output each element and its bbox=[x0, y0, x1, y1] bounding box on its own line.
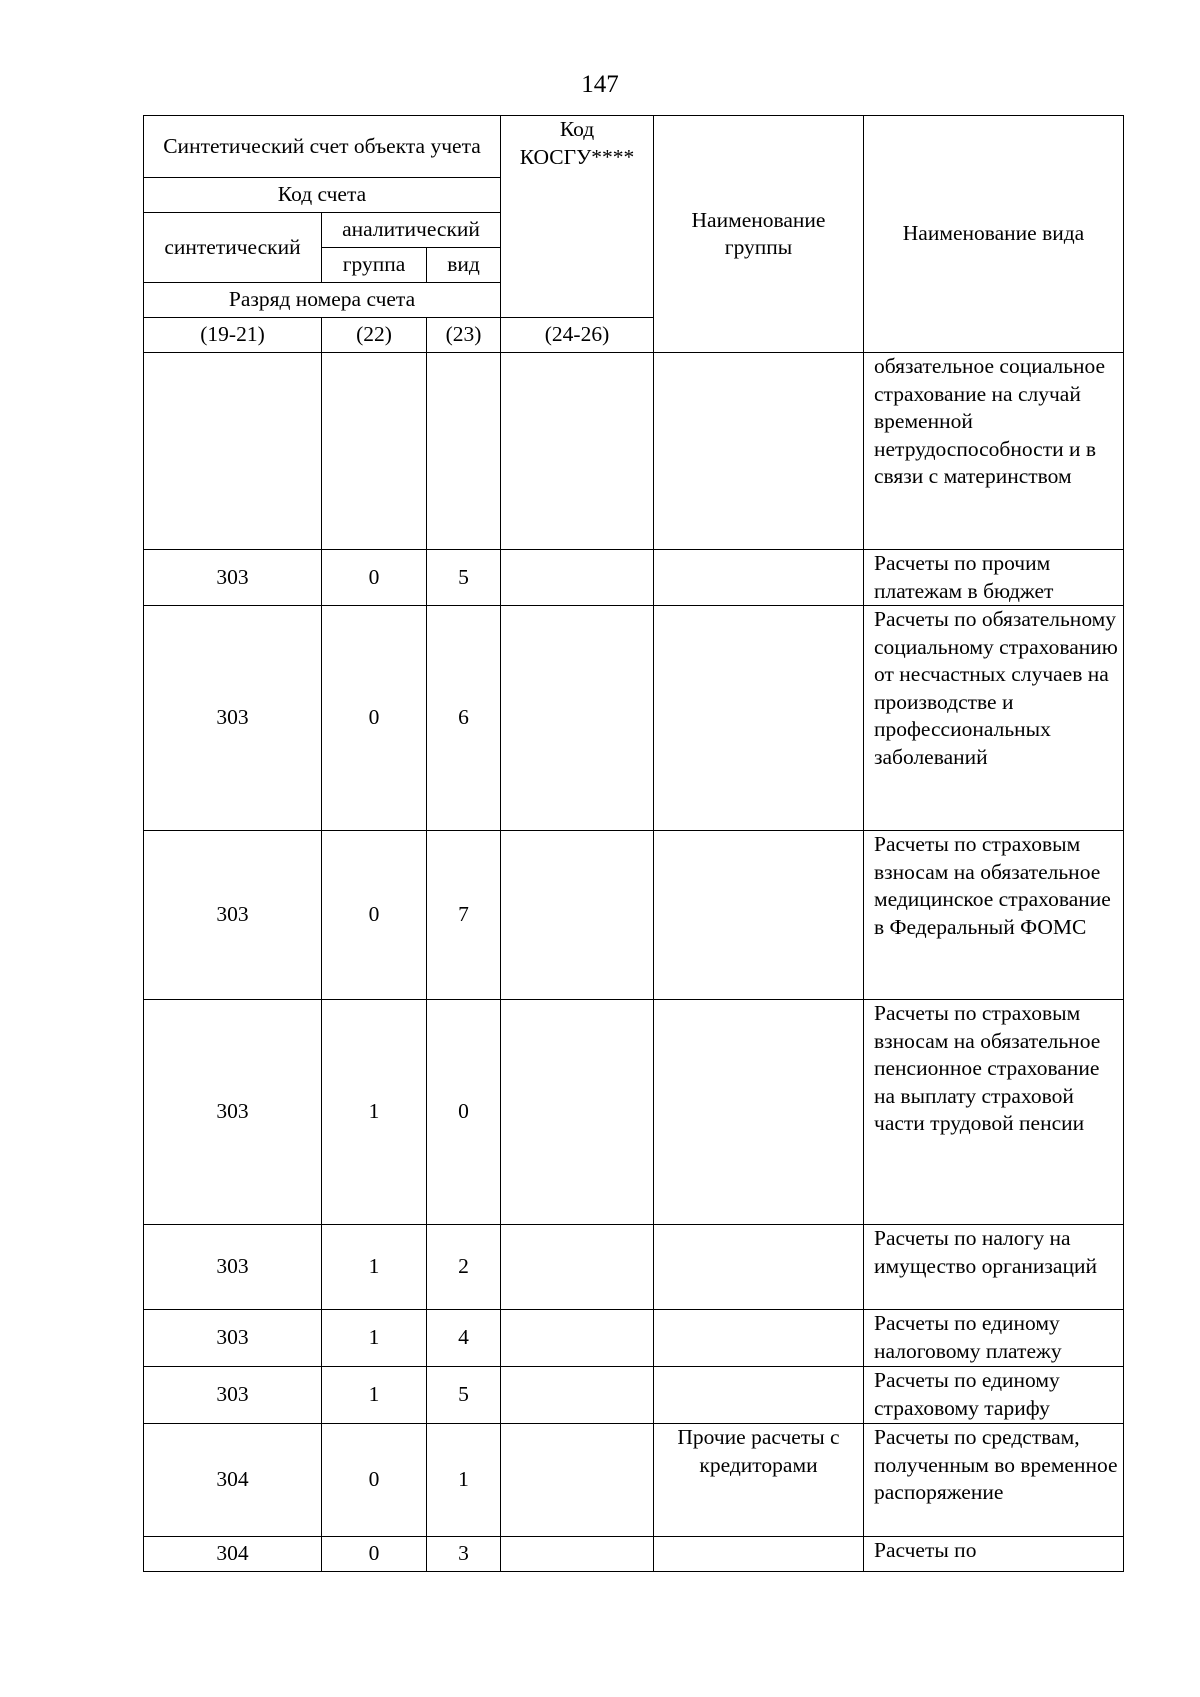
table-row bbox=[144, 550, 1124, 606]
cell-synthetic: 303 bbox=[144, 1310, 322, 1367]
header-kind-name: Наименование вида bbox=[864, 116, 1124, 353]
cell-group: 0 bbox=[322, 1424, 427, 1537]
cell-group-name bbox=[654, 353, 864, 550]
cell-synthetic bbox=[144, 353, 322, 550]
cell-kind-name: Расчеты по bbox=[864, 1537, 1124, 1572]
header-kosgu: Код КОСГУ**** bbox=[501, 116, 654, 318]
cell-kind: 4 bbox=[427, 1310, 501, 1367]
cell-kosgu bbox=[501, 1367, 654, 1424]
header-group: группа bbox=[322, 248, 427, 283]
header-analytical: аналитический bbox=[322, 213, 501, 248]
header-kind: вид bbox=[427, 248, 501, 283]
cell-kosgu bbox=[501, 1424, 654, 1537]
header-digits-24-26: (24-26) bbox=[501, 318, 654, 353]
cell-kosgu bbox=[501, 1000, 654, 1225]
header-digits-22: (22) bbox=[322, 318, 427, 353]
cell-group-name bbox=[654, 1537, 864, 1572]
cell-synthetic: 303 bbox=[144, 831, 322, 1000]
cell-group-name bbox=[654, 1000, 864, 1225]
cell-synthetic: 303 bbox=[144, 550, 322, 606]
header-group-name: Наименование группы bbox=[654, 116, 864, 353]
table-row bbox=[144, 353, 1124, 550]
cell-group: 1 bbox=[322, 1310, 427, 1367]
table-row bbox=[144, 1225, 1124, 1310]
cell-group-name bbox=[654, 1310, 864, 1367]
header-synthetic: синтетический bbox=[144, 213, 322, 283]
header-account-code: Код счета bbox=[144, 178, 501, 213]
table-row bbox=[144, 831, 1124, 1000]
cell-kind: 7 bbox=[427, 831, 501, 1000]
cell-kind: 6 bbox=[427, 606, 501, 831]
header-digits-23: (23) bbox=[427, 318, 501, 353]
cell-kind-name: Расчеты по страховым взносам на обязательное медицинское страхование в Федеральный ФОМС bbox=[864, 831, 1124, 1000]
table-row bbox=[144, 1000, 1124, 1225]
cell-kind-name: Расчеты по обязательному социальному страхованию от несчастных случаев на производстве и профессиональных заболеваний bbox=[864, 606, 1124, 831]
cell-group: 0 bbox=[322, 550, 427, 606]
cell-group-name bbox=[654, 831, 864, 1000]
cell-kosgu bbox=[501, 1537, 654, 1572]
cell-kind-name: Расчеты по налогу на имущество организаций bbox=[864, 1225, 1124, 1310]
cell-synthetic: 304 bbox=[144, 1424, 322, 1537]
header-digit: Разряд номера счета bbox=[144, 283, 501, 318]
cell-group: 0 bbox=[322, 831, 427, 1000]
cell-synthetic: 303 bbox=[144, 606, 322, 831]
cell-group-name bbox=[654, 606, 864, 831]
cell-kind-name: обязательное социальное страхование на случай временной нетрудоспособности и в связи с материнством bbox=[864, 353, 1124, 550]
cell-group-name bbox=[654, 1225, 864, 1310]
cell-kind-name: Расчеты по единому налоговому платежу bbox=[864, 1310, 1124, 1367]
cell-group-name: Прочие расчеты с кредиторами bbox=[654, 1424, 864, 1537]
cell-synthetic: 303 bbox=[144, 1367, 322, 1424]
cell-kind-name: Расчеты по прочим платежам в бюджет bbox=[864, 550, 1124, 606]
table-row bbox=[144, 606, 1124, 831]
cell-kind: 0 bbox=[427, 1000, 501, 1225]
cell-kosgu bbox=[501, 1310, 654, 1367]
cell-kind: 5 bbox=[427, 1367, 501, 1424]
cell-group-name bbox=[654, 550, 864, 606]
cell-group: 1 bbox=[322, 1367, 427, 1424]
table-row bbox=[144, 1424, 1124, 1537]
cell-kosgu bbox=[501, 550, 654, 606]
page-number: 147 bbox=[581, 71, 619, 98]
cell-synthetic: 303 bbox=[144, 1225, 322, 1310]
cell-group: 0 bbox=[322, 1537, 427, 1572]
cell-kind: 1 bbox=[427, 1424, 501, 1537]
cell-group: 0 bbox=[322, 606, 427, 831]
cell-kind-name: Расчеты по страховым взносам на обязательное пенсионное страхование на выплату страховой части трудовой пенсии bbox=[864, 1000, 1124, 1225]
table-row bbox=[144, 1537, 1124, 1572]
cell-kosgu bbox=[501, 1225, 654, 1310]
table-row bbox=[144, 1367, 1124, 1424]
cell-synthetic: 303 bbox=[144, 1000, 322, 1225]
table-row bbox=[144, 1310, 1124, 1367]
cell-kind-name: Расчеты по единому страховому тарифу bbox=[864, 1367, 1124, 1424]
cell-kind bbox=[427, 353, 501, 550]
cell-kosgu bbox=[501, 353, 654, 550]
header-digits-19-21: (19-21) bbox=[144, 318, 322, 353]
cell-kosgu bbox=[501, 831, 654, 1000]
accounts-table bbox=[143, 115, 1124, 1572]
cell-synthetic: 304 bbox=[144, 1537, 322, 1572]
cell-group bbox=[322, 353, 427, 550]
cell-group: 1 bbox=[322, 1000, 427, 1225]
cell-group: 1 bbox=[322, 1225, 427, 1310]
cell-kind: 2 bbox=[427, 1225, 501, 1310]
cell-kind: 5 bbox=[427, 550, 501, 606]
cell-group-name bbox=[654, 1367, 864, 1424]
header-synthetic-account: Синтетический счет объекта учета bbox=[144, 116, 501, 178]
cell-kind-name: Расчеты по средствам, полученным во временное распоряжение bbox=[864, 1424, 1124, 1537]
cell-kosgu bbox=[501, 606, 654, 831]
cell-kind: 3 bbox=[427, 1537, 501, 1572]
